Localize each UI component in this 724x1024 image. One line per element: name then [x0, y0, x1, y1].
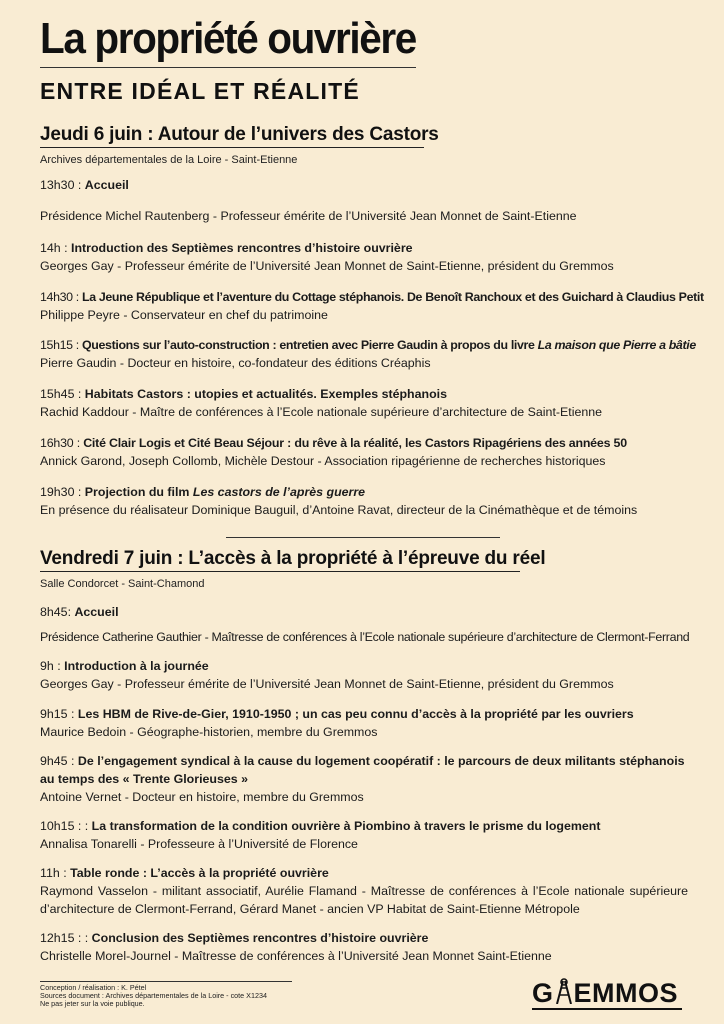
program-item: [40, 483, 688, 519]
item-title: Questions sur l’auto-construction : entretien avec Pierre Gaudin à propos du livre: [81, 338, 538, 352]
page-subtitle: ENTRE IDÉAL ET RÉALITÉ: [40, 78, 360, 104]
program-item: [40, 817, 688, 853]
page-title: La propriété ouvrière: [40, 14, 416, 63]
item-title: Les HBM de Rive-de-Gier, 1910-1950 ; un cas peu connu d’accès à la propriété par les ouvriers: [77, 707, 634, 721]
item-people: Georges Gay - Professeur émérite de l’Université Jean Monnet de Saint-Etienne, président du Gremmos: [40, 677, 614, 691]
day2-venue: Salle Condorcet - Saint-Chamond: [40, 578, 205, 590]
program-item: [40, 176, 688, 194]
item-title: Table ronde : L’accès à la propriété ouvrière: [70, 866, 329, 880]
book-title: La maison que Pierre a bâtie: [537, 338, 696, 352]
day1-venue: Archives départementales de la Loire - Saint-Etienne: [40, 154, 298, 166]
program-item: [40, 657, 688, 693]
section-divider: [226, 537, 500, 538]
item-time: 13h30 :: [40, 178, 85, 192]
item-time: 9h15 :: [40, 707, 78, 721]
item-title: La transformation de la condition ouvrière à Piombino à travers le prisme du logement: [91, 819, 601, 833]
item-time: 15h45 :: [40, 387, 85, 401]
gremmos-logo: [532, 976, 684, 1010]
item-people: Rachid Kaddour - Maître de conférences à l’Ecole nationale supérieure d’architecture de Saint-Etienne: [40, 405, 603, 419]
footer-credit-design: Conception / réalisation : K. Pétel: [40, 983, 147, 992]
program-item: [40, 336, 696, 372]
title-divider: [40, 67, 416, 68]
item-title: Conclusion des Septièmes rencontres d’histoire ouvrière: [91, 931, 429, 945]
item-people: Présidence Catherine Gauthier - Maîtresse de conférences à l’Ecole nationale supérieure d’architecture de Clermont-Ferrand: [40, 630, 690, 644]
item-people: Pierre Gaudin - Docteur en histoire, co-fondateur des éditions Créaphis: [40, 356, 431, 370]
item-people: Philippe Peyre - Conservateur en chef du patrimoine: [40, 308, 328, 322]
day2-heading-underline: [40, 571, 520, 572]
item-title: Introduction à la journée: [64, 659, 209, 673]
program-item: [40, 385, 688, 421]
logo-underline: [532, 1008, 682, 1010]
footer-notice: Ne pas jeter sur la voie publique.: [40, 999, 145, 1009]
program-item: [40, 705, 688, 741]
item-time: 11h :: [40, 866, 71, 880]
footer-credit-sources: Sources document : Archives départementales de la Loire - cote X1234: [40, 991, 267, 1001]
program-item: [40, 207, 688, 225]
item-people: Christelle Morel-Journel - Maîtresse de conférences à l’Université Jean Monnet Saint-Etienne: [40, 949, 552, 963]
item-time: 19h30 :: [40, 485, 85, 499]
item-title: Accueil: [74, 605, 119, 619]
footer-credits: [40, 984, 267, 1009]
item-title: Cité Clair Logis et Cité Beau Séjour : du rêve à la réalité, les Castors Ripagériens des années 50: [83, 436, 627, 450]
item-people: En présence du réalisateur Dominique Bauguil, d’Antoine Ravat, directeur de la Cinémathèque et de témoins: [40, 503, 638, 517]
program-item: [40, 288, 704, 324]
day1-heading-underline: [40, 147, 424, 148]
item-people: Raymond Vasselon - militant associatif, Aurélie Flamand - Maîtresse de conférences à l’Ecole nationale supérieure d’architecture de Clermont-Ferrand, Gérard Manet - ancien VP Habitat de Saint-Etienne Métropole: [40, 884, 688, 916]
item-time: 15h15 :: [40, 338, 82, 352]
item-title: Projection du film: [84, 485, 193, 499]
item-time: 8h45:: [40, 605, 75, 619]
day2-heading: Vendredi 7 juin : L’accès à la propriété à l’épreuve du réel: [40, 548, 546, 569]
day1-heading: Jeudi 6 juin : Autour de l’univers des Castors: [40, 124, 439, 145]
item-title: De l’engagement syndical à la cause du logement coopératif : le parcours de deux militants stéphanois au temps des « Trente Glorieuses »: [40, 754, 685, 786]
program-item: [40, 603, 688, 621]
program-item: [40, 239, 688, 275]
item-time: 12h15 : :: [40, 931, 92, 945]
item-people: Maurice Bedoin - Géographe-historien, membre du Gremmos: [40, 725, 378, 739]
program-item: [40, 929, 688, 965]
item-time: 16h30 :: [40, 436, 84, 450]
item-time: 14h :: [40, 241, 72, 255]
footer-divider: [40, 981, 292, 982]
item-time: 9h45 :: [40, 754, 78, 768]
logo-letter-g: G: [532, 978, 554, 1008]
item-title: Accueil: [84, 178, 129, 192]
item-people: Annalisa Tonarelli - Professeure à l’Université de Florence: [40, 837, 358, 851]
item-title: Introduction des Septièmes rencontres d’histoire ouvrière: [71, 241, 413, 255]
item-people: Antoine Vernet - Docteur en histoire, membre du Gremmos: [40, 790, 364, 804]
item-people: Annick Garond, Joseph Collomb, Michèle Destour - Association ripagérienne de recherches historiques: [40, 454, 606, 468]
item-people: Présidence Michel Rautenberg - Professeur émérite de l’Université Jean Monnet de Saint-Etienne: [40, 209, 577, 223]
item-people: Georges Gay - Professeur émérite de l’Université Jean Monnet de Saint-Etienne, président du Gremmos: [40, 259, 614, 273]
item-time: 9h :: [40, 659, 65, 673]
program-item: [40, 864, 688, 918]
program-item: [40, 434, 688, 470]
item-time: 14h30 :: [40, 290, 82, 304]
item-title: La Jeune République et l’aventure du Cottage stéphanois. De Benoît Ranchoux et des Guichard à Claudius Petit: [81, 290, 704, 304]
logo-text: EMMOS: [573, 978, 679, 1008]
item-title: Habitats Castors : utopies et actualités. Exemples stéphanois: [84, 387, 447, 401]
program-item: [40, 752, 688, 806]
logo-headframe-icon: [555, 978, 573, 1004]
item-time: 10h15 : :: [40, 819, 92, 833]
program-item: [40, 628, 688, 646]
film-title: Les castors de l’après guerre: [192, 485, 366, 499]
